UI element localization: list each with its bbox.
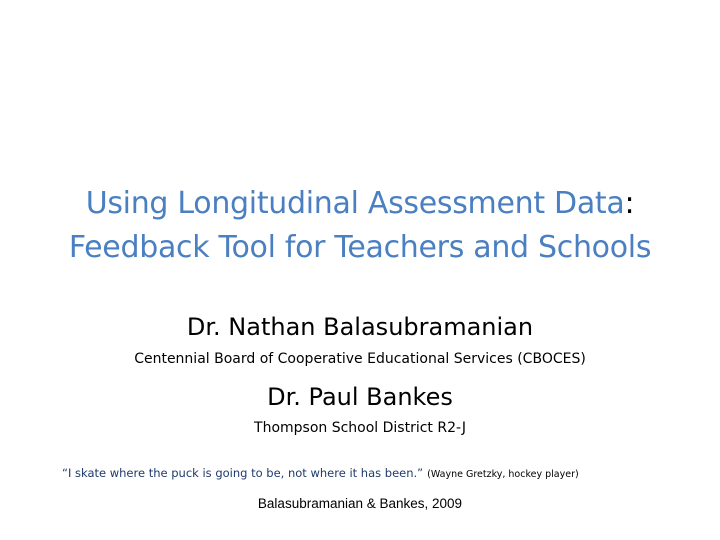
quote-text: “I skate where the puck is going to be, not where it has been.” — [62, 466, 424, 480]
title-line-1 — [0, 182, 720, 226]
quote — [62, 464, 579, 484]
title-colon: : — [624, 186, 635, 221]
author-affiliation-1: Centennial Board of Cooperative Educational Services (CBOCES) — [134, 351, 586, 367]
author-affiliation-2: Thompson School District R2-J — [254, 420, 466, 436]
quote-attribution: (Wayne Gretzky, hockey player) — [427, 469, 579, 480]
title-line-2: Feedback Tool for Teachers and Schools — [68, 230, 652, 265]
author-name-1: Dr. Nathan Balasubramanian — [186, 313, 534, 341]
title-line-1-text: Using Longitudinal Assessment Data — [85, 186, 625, 221]
citation: Balasubramanian & Bankes, 2009 — [257, 496, 463, 511]
slide-title — [0, 182, 720, 270]
author-name-2: Dr. Paul Bankes — [267, 383, 453, 411]
